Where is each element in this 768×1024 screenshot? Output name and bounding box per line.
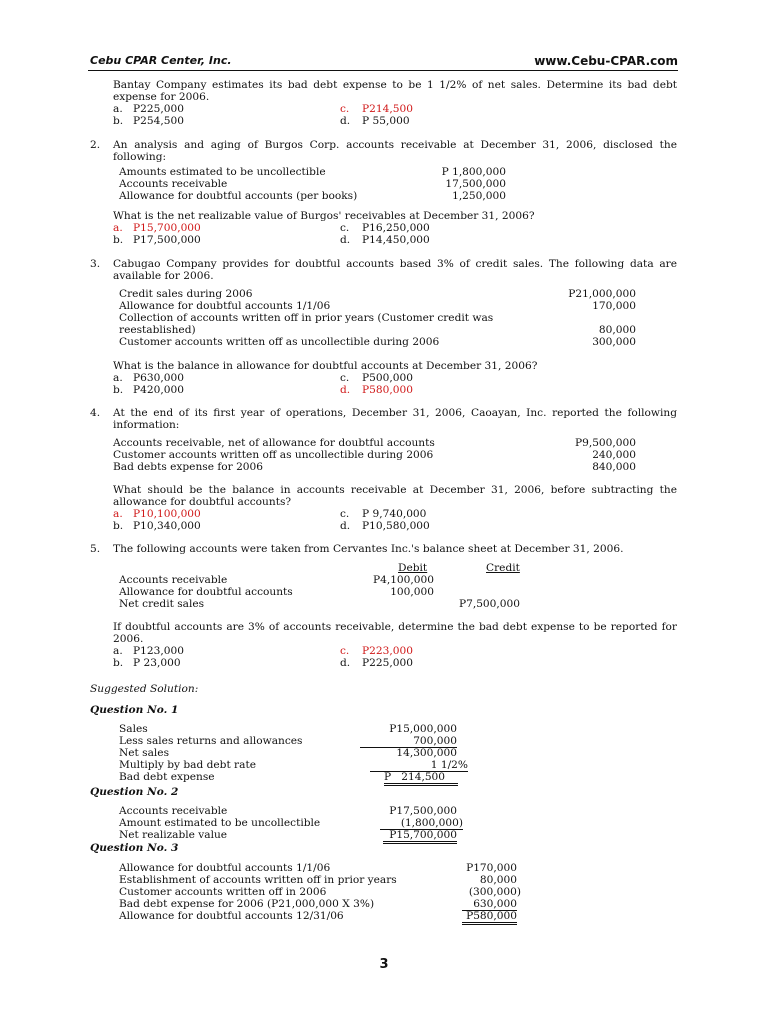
s3-row-label: Customer accounts written off in 2006 [119, 886, 327, 898]
q3-row-amount: 170,000 [592, 300, 636, 312]
s3-row-amount: 630,000 [462, 898, 517, 911]
q5-col-credit: Credit [486, 562, 520, 574]
q4-row-label: Customer accounts written off as uncollectible during 2006 [113, 449, 434, 461]
q2-choice-d: P14,450,000 [362, 234, 430, 246]
s1-row-amount: 14,300,000 [396, 747, 457, 759]
q1-text: Bantay Company estimates its bad debt expense to be 1 1/2% of net sales. Determine its bad debt expense for 2006. [113, 79, 677, 103]
q2-row-label: Allowance for doubtful accounts (per books) [119, 190, 358, 202]
q2-choice-a-letter: a. [113, 222, 123, 234]
q3-row-label: Credit sales during 2006 [119, 288, 253, 300]
q5-row-credit: P7,500,000 [458, 598, 520, 610]
s1-row-label: Multiply by bad debt rate [119, 759, 256, 771]
q3-row-label: Customer accounts written off as uncollectible during 2006 [119, 336, 440, 348]
q2-question: What is the net realizable value of Burgos' receivables at December 31, 2006? [113, 210, 535, 222]
s2-row-amount: P15,700,000 [383, 829, 457, 844]
s1-row-amount: P 214,500 [384, 771, 458, 786]
q5-row-label: Allowance for doubtful accounts [119, 586, 293, 598]
q4-choice-b-letter: b. [113, 520, 124, 532]
q4-row-label: Bad debts expense for 2006 [113, 461, 264, 473]
q2-choice-b: P17,500,000 [133, 234, 201, 246]
s1-row-amount: 1 1/2% [370, 759, 468, 772]
q1-choice-b-letter: b. [113, 115, 124, 127]
q3-number: 3. [90, 258, 101, 270]
q5-text: The following accounts were taken from Cervantes Inc.'s balance sheet at December 31, 2006. [113, 543, 624, 555]
s3-row-label: Establishment of accounts written off in prior years [119, 874, 397, 886]
s3-row-label: Bad debt expense for 2006 (P21,000,000 X 3%) [119, 898, 375, 910]
q4-choice-c-letter: c. [340, 508, 350, 520]
q4-choice-c: P 9,740,000 [362, 508, 427, 520]
q2-row-label: Amounts estimated to be uncollectible [119, 166, 326, 178]
solution-3-heading: Question No. 3 [90, 842, 179, 854]
q2-text: An analysis and aging of Burgos Corp. accounts receivable at December 31, 2006, disclosed the following: [113, 139, 677, 163]
q3-choice-d-letter: d. [340, 384, 351, 396]
q5-number: 5. [90, 543, 101, 555]
s3-row-amount: 80,000 [479, 874, 517, 886]
q3-row-label: Collection of accounts written off in prior years (Customer credit was [119, 312, 494, 324]
q3-choice-d: P580,000 [362, 384, 413, 396]
page-number: 3 [379, 957, 389, 972]
q5-question: If doubtful accounts are 3% of accounts receivable, determine the bad debt expense to be reported for 2006. [113, 621, 677, 645]
q4-choice-a: P10,100,000 [133, 508, 201, 520]
q4-choice-d: P10,580,000 [362, 520, 430, 532]
q4-choice-b: P10,340,000 [133, 520, 201, 532]
q4-text: At the end of its first year of operations, December 31, 2006, Caoayan, Inc. reported the following information: [113, 407, 677, 431]
s2-row-amount: (1,800,000) [380, 817, 463, 830]
q2-choice-c-letter: c. [340, 222, 350, 234]
s2-row-label: Net realizable value [119, 829, 228, 841]
q4-question: What should be the balance in accounts receivable at December 31, 2006, before subtracting the allowance for doubtful accounts? [113, 484, 677, 508]
q1-choice-a: P225,000 [133, 103, 184, 115]
s3-row-amount: (300,000) [468, 886, 521, 898]
s3-row-amount: P580,000 [462, 910, 517, 925]
q3-row-label: reestablished) [119, 324, 196, 336]
q5-col-debit: Debit [398, 562, 428, 574]
q2-choice-b-letter: b. [113, 234, 124, 246]
q5-choice-b: P 23,000 [133, 657, 181, 669]
s3-row-label: Allowance for doubtful accounts 1/1/06 [119, 862, 331, 874]
s1-row-label: Less sales returns and allowances [119, 735, 303, 747]
q4-row-label: Accounts receivable, net of allowance for doubtful accounts [113, 437, 435, 449]
q1-choice-d-letter: d. [340, 115, 351, 127]
q3-choice-b: P420,000 [133, 384, 184, 396]
s1-row-label: Bad debt expense [119, 771, 215, 783]
q5-choice-b-letter: b. [113, 657, 124, 669]
s3-row-label: Allowance for doubtful accounts 12/31/06 [119, 910, 344, 922]
s1-row-amount: 700,000 [360, 735, 457, 748]
q5-row-label: Net credit sales [119, 598, 205, 610]
q2-row-label: Accounts receivable [119, 178, 228, 190]
q1-choice-b: P254,500 [133, 115, 184, 127]
q3-row-amount: 80,000 [598, 324, 636, 336]
s1-row-label: Net sales [119, 747, 170, 759]
s3-row-amount: P170,000 [466, 862, 517, 874]
q3-row-amount: 300,000 [592, 336, 636, 348]
q5-row-label: Accounts receivable [119, 574, 228, 586]
s1-row-label: Sales [119, 723, 148, 735]
solution-title: Suggested Solution: [90, 683, 199, 695]
q4-choice-a-letter: a. [113, 508, 123, 520]
q5-choice-c-letter: c. [340, 645, 350, 657]
q2-choice-a: P15,700,000 [133, 222, 201, 234]
solution-1-heading: Question No. 1 [90, 704, 179, 716]
q2-row-amount: P 1,800,000 [441, 166, 506, 178]
q1-choice-a-letter: a. [113, 103, 123, 115]
q5-choice-a: P123,000 [133, 645, 184, 657]
q3-choice-a: P630,000 [133, 372, 184, 384]
s2-row-label: Accounts receivable [119, 805, 228, 817]
q1-choice-d: P 55,000 [362, 115, 410, 127]
q3-choice-b-letter: b. [113, 384, 124, 396]
q5-choice-d: P225,000 [362, 657, 413, 669]
q5-choice-a-letter: a. [113, 645, 123, 657]
q3-text: Cabugao Company provides for doubtful accounts based 3% of credit sales. The following data are available for 2006. [113, 258, 677, 282]
q3-question: What is the balance in allowance for doubtful accounts at December 31, 2006? [113, 360, 538, 372]
q3-choice-c: P500,000 [362, 372, 413, 384]
solution-2-heading: Question No. 2 [90, 786, 179, 798]
s1-row-amount: P15,000,000 [389, 723, 457, 735]
q4-row-amount: 840,000 [592, 461, 636, 473]
q5-choice-c: P223,000 [362, 645, 413, 657]
header-company: Cebu CPAR Center, Inc. [90, 54, 232, 67]
s2-row-label: Amount estimated to be uncollectible [119, 817, 321, 829]
s2-row-amount: P17,500,000 [389, 805, 457, 817]
q3-row-label: Allowance for doubtful accounts 1/1/06 [119, 300, 331, 312]
q1-choice-c-letter: c. [340, 103, 350, 115]
q1-choice-c: P214,500 [362, 103, 413, 115]
q3-choice-c-letter: c. [340, 372, 350, 384]
q3-choice-a-letter: a. [113, 372, 123, 384]
q2-row-amount: 1,250,000 [452, 190, 506, 202]
q4-choice-d-letter: d. [340, 520, 351, 532]
q3-row-amount: P21,000,000 [568, 288, 636, 300]
q5-choice-d-letter: d. [340, 657, 351, 669]
q4-row-amount: 240,000 [592, 449, 636, 461]
q2-choice-d-letter: d. [340, 234, 351, 246]
q2-number: 2. [90, 139, 101, 151]
q2-choice-c: P16,250,000 [362, 222, 430, 234]
q5-row-debit: 100,000 [390, 586, 434, 598]
q5-row-debit: P4,100,000 [372, 574, 434, 586]
q2-row-amount: 17,500,000 [445, 178, 506, 190]
header-rule [88, 70, 678, 71]
q4-number: 4. [90, 407, 101, 419]
header-website: www.Cebu-CPAR.com [534, 54, 678, 68]
q4-row-amount: P9,500,000 [574, 437, 636, 449]
